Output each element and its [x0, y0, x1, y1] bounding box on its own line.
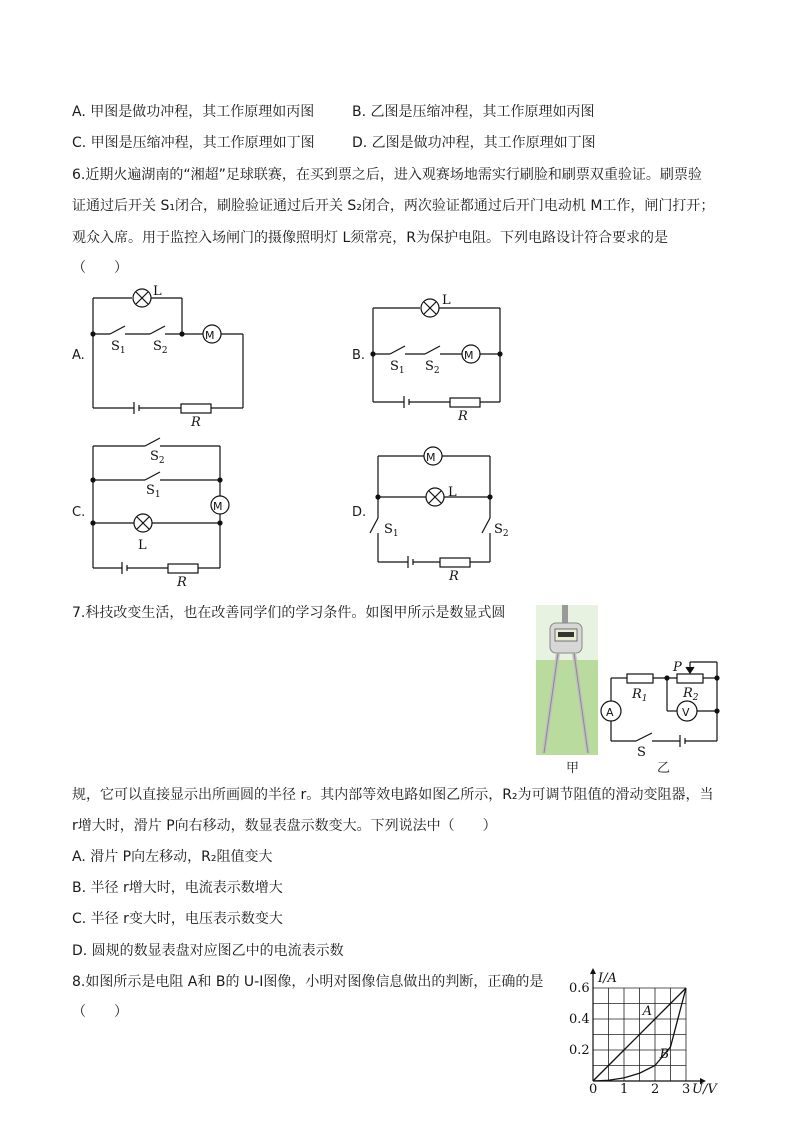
q7-option-a: A. 滑片 P向左移动，R₂阻值变大 [72, 849, 273, 865]
circuit-c-label-m: M [213, 500, 223, 513]
sub: 2 [433, 366, 440, 376]
y-tick-label: 0.6 [569, 981, 590, 996]
x-tick-label: 3 [682, 1082, 691, 1097]
y-tick-label: 0.4 [569, 1012, 590, 1027]
sub: 1 [392, 529, 399, 539]
q7-label-a: A [606, 706, 614, 719]
s-letter: S [425, 359, 434, 374]
q6-text-line1: 6.近期火遍湖南的“湘超”足球联赛，在买到票之后，进入观赛场地需实行刷脸和刷票双重验证。刷票验 [72, 167, 702, 183]
circuit-b-label: B. [352, 348, 366, 363]
s-letter: S [494, 522, 503, 537]
q5-option-d: D. 乙图是做功冲程，其工作原理如丁图 [352, 135, 596, 151]
q5-option-a: A. 甲图是做功冲程，其工作原理如丙图 [72, 104, 315, 120]
circuit-c-label-l: L [138, 538, 147, 553]
q7-label-s: S [637, 745, 646, 760]
circuit-b-label-m: M [464, 349, 474, 362]
q8-text-line1: 8.如图所示是电阻 A和 B的 U-I图像，小明对图像信息做出的判断，正确的是 [72, 974, 544, 990]
q7-option-b: B. 半径 r增大时，电流表示数增大 [72, 880, 283, 896]
circuit-a-label: A. [72, 348, 85, 363]
s-letter: S [111, 339, 120, 354]
circuit-a-label-r: R [191, 415, 201, 430]
q5-option-b: B. 乙图是压缩冲程，其工作原理如丙图 [352, 104, 595, 120]
s-letter: S [153, 339, 162, 354]
sub: 1 [641, 694, 648, 704]
r-letter: R [632, 687, 642, 702]
circuit-c-label-r: R [177, 575, 187, 590]
y-axis-label: I/A [598, 971, 617, 986]
circuit-d-label-m: M [426, 451, 436, 464]
figure-yi-caption: 乙 [657, 761, 671, 776]
sub: 2 [158, 456, 165, 466]
s-letter: S [150, 449, 159, 464]
x-tick-label: 1 [620, 1082, 629, 1097]
q7-option-d: D. 圆规的数显表盘对应图乙中的电流表示数 [72, 943, 344, 959]
sub: 1 [154, 490, 161, 500]
q6-text-line2: 证通过后开关 S₁闭合，刷脸验证通过后开关 S₂闭合，两次验证都通过后开门电动机 M工作，闸门打开； [72, 198, 715, 214]
circuit-d-label: D. [352, 505, 367, 520]
s-letter: S [146, 483, 155, 498]
x-tick-label: 2 [651, 1082, 660, 1097]
s-letter: S [384, 522, 393, 537]
q7-text-line1: 7.科技改变生活，也在改善同学们的学习条件。如图甲所示是数显式圆 [72, 605, 506, 621]
circuit-d-label-r: R [449, 569, 459, 584]
q7-option-c: C. 半径 r变大时，电压表示数变大 [72, 911, 283, 927]
circuit-c-label: C. [72, 505, 86, 520]
q7-text-line3: r增大时，滑片 P向右移动，数显表盘示数变大。下列说法中（ ） [72, 818, 497, 834]
x-tick-label: 0 [589, 1082, 598, 1097]
sub: 2 [502, 529, 509, 539]
figure-jia-caption: 甲 [566, 761, 580, 776]
circuit-b-label-l: L [442, 293, 451, 308]
sub: 1 [398, 366, 405, 376]
chart-labels [569, 971, 718, 1097]
q7-label-p: P [673, 660, 682, 675]
series-label-a: A [642, 1004, 652, 1019]
y-tick-label: 0.2 [569, 1043, 590, 1058]
circuit-b-label-r: R [458, 409, 468, 424]
r-letter: R [683, 686, 693, 701]
q7-text-line2: 规，它可以直接显示出所画圆的半径 r。其内部等效电路如图乙所示，R₂为可调节阻值的滑动变阻器，当 [72, 787, 714, 803]
circuit-a-label-l: L [153, 284, 162, 299]
sub: 2 [692, 693, 699, 703]
x-axis-label: U/V [692, 1082, 717, 1097]
q6-answer-bracket: （ ） [72, 260, 128, 276]
sub: 2 [161, 346, 168, 356]
circuit-a-label-m: M [205, 329, 215, 342]
y-axis-arrow [590, 968, 596, 974]
q7-label-v: V [682, 706, 690, 719]
circuit-d-label-l: L [448, 485, 457, 500]
sub: 1 [119, 346, 126, 356]
q5-option-c: C. 甲图是压缩冲程，其工作原理如丁图 [72, 135, 315, 151]
s-letter: S [390, 359, 399, 374]
q6-text-line3: 观众入席。用于监控入场闸门的摄像照明灯 L须常亮，R为保护电阻。下列电路设计符合要求的是 [72, 230, 668, 246]
q8-answer-bracket: （ ） [72, 1004, 128, 1020]
series-label-b: B [659, 1047, 670, 1062]
